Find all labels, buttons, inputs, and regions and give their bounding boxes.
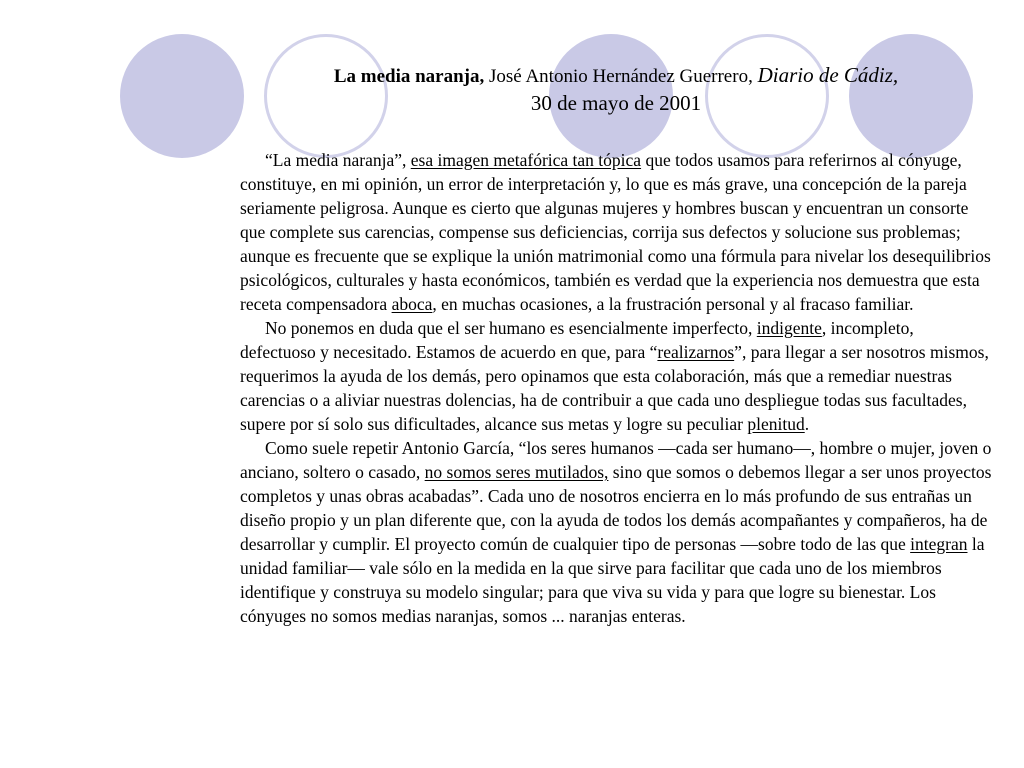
p3-underlined-2: integran xyxy=(910,534,968,554)
paragraph-3 xyxy=(240,436,992,628)
p3-underlined-1: no somos seres mutilados, xyxy=(424,462,609,482)
p2-text-2: , incompleto, defectuoso y necesitado. Estamos de acuerdo en que, para “ xyxy=(240,318,914,362)
title-newspaper-suffix: , xyxy=(892,63,899,87)
p3-text-1: Como suele repetir Antonio García, “los seres humanos —cada ser humano—, hombre o mujer, joven o anciano, soltero o casado, xyxy=(240,438,992,482)
p2-underlined-3: plenitud xyxy=(747,414,805,434)
title-date: 30 de mayo de 2001 xyxy=(530,91,702,115)
p1-text-1: “La media naranja”, xyxy=(265,150,411,170)
article-title xyxy=(232,62,1000,117)
p2-text-4: . xyxy=(804,414,810,434)
p1-underlined-1: esa imagen metafórica tan tópica xyxy=(410,150,642,170)
p2-text-1: No ponemos en duda que el ser humano es esencialmente imperfecto, xyxy=(265,318,757,338)
p2-text-3: ”, para llegar a ser nosotros mismos, requerimos la ayuda de los demás, pero opinamos que esta colaboración, más que a remediar nuestras carencias o a aliviar nuestras dolencias, ha de contribuir a que cada uno despliegue todas sus facultades, supere por sí solo sus dificultades, alcance sus metas y logre su peculiar xyxy=(240,342,989,434)
p1-underlined-2: aboca xyxy=(391,294,433,314)
p1-text-3: , en muchas ocasiones, a la frustración personal y al fracaso familiar. xyxy=(432,294,914,314)
title-newspaper: Diario de Cádiz xyxy=(757,63,893,87)
title-bold: La media naranja, xyxy=(333,66,485,87)
article-body xyxy=(240,148,992,628)
paragraph-2 xyxy=(240,316,992,436)
p1-text-2: que todos usamos para referirnos al cónyuge, constituye, en mi opinión, un error de interpretación y, lo que es más grave, una concepción de la pareja seriamente peligrosa. Aunque es cierto que algunas mujeres y hombres buscan y encuentran un consorte que complete sus carencias, compense sus deficiencias, corrija sus defectos y solucione sus problemas; aunque es frecuente que se explique la unión matrimonial como una fórmula para nivelar los desequilibrios psicológicos, culturales y hasta económicos, también es verdad que la experiencia nos demuestra que esta receta compensadora xyxy=(240,150,991,314)
decorative-circle-filled-1 xyxy=(120,34,244,158)
p2-underlined-2: realizarnos xyxy=(657,342,735,362)
paragraph-1 xyxy=(240,148,992,316)
p3-text-3: la unidad familiar— vale sólo en la medida en la que sirve para facilitar que cada uno de los miembros identifique y construya su modelo singular; para que viva su vida y para que logre su bienestar. Los cónyuges no somos medias naranjas, somos ... naranjas enteras. xyxy=(240,534,985,626)
title-author: José Antonio Hernández Guerrero, xyxy=(484,66,758,87)
p2-underlined-1: indigente xyxy=(756,318,822,338)
p3-text-2: sino que somos o debemos llegar a ser unos proyectos completos y unas obras acabadas”. Cada uno de nosotros encierra en lo más profundo de sus entrañas un diseño propio y un plan diferente que, con la ayuda de todos los demás acompañantes y compañeros, ha de desarrollar y cumplir. El proyecto común de cualquier tipo de personas —sobre todo de las que xyxy=(240,462,992,554)
